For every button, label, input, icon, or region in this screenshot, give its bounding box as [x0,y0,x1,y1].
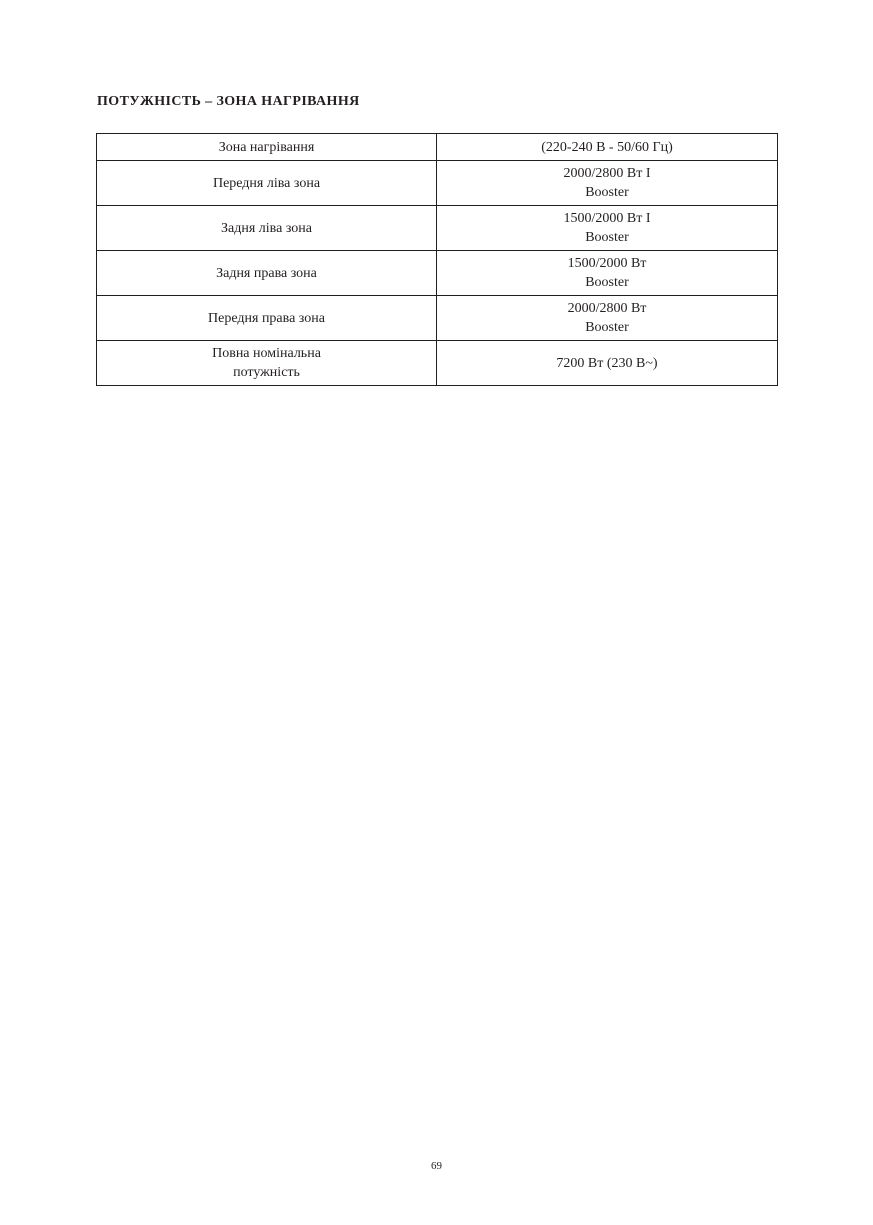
zone-cell [97,206,437,251]
power-table [96,133,778,386]
header-cell-zone-label: Зона нагрівання [218,139,315,155]
table-row [97,296,778,341]
total-label: Повна номінальна потужність [212,346,321,380]
zone-label: Передня права зона [208,310,325,326]
header-cell-voltage-label: (220-240 В - 50/60 Гц) [541,139,673,155]
header-cell-voltage [437,134,778,161]
zone-label: Передня ліва зона [212,175,321,191]
section-heading: ПОТУЖНІСТЬ – ЗОНА НАГРІВАННЯ [97,94,360,109]
page-number: 69 [431,1160,442,1172]
power-cell [437,296,778,341]
zone-cell [97,296,437,341]
table-header-row [97,134,778,161]
table-row [97,251,778,296]
table-row [97,206,778,251]
power-value: 1500/2000 Вт І Booster [563,211,651,245]
total-value: 7200 Вт (230 В~) [556,355,658,371]
zone-cell [97,251,437,296]
header-cell-zone [97,134,437,161]
power-cell [437,206,778,251]
power-cell [437,161,778,206]
total-label-cell [97,341,437,386]
zone-label: Задня права зона [216,265,317,281]
power-cell [437,251,778,296]
zone-label: Задня ліва зона [221,220,312,236]
power-value: 2000/2800 Вт Booster [567,301,647,335]
power-value: 2000/2800 Вт І Booster [563,166,651,200]
zone-cell [97,161,437,206]
total-value-cell [437,341,778,386]
table-row-total [97,341,778,386]
power-value: 1500/2000 Вт Booster [567,256,647,290]
table-row [97,161,778,206]
